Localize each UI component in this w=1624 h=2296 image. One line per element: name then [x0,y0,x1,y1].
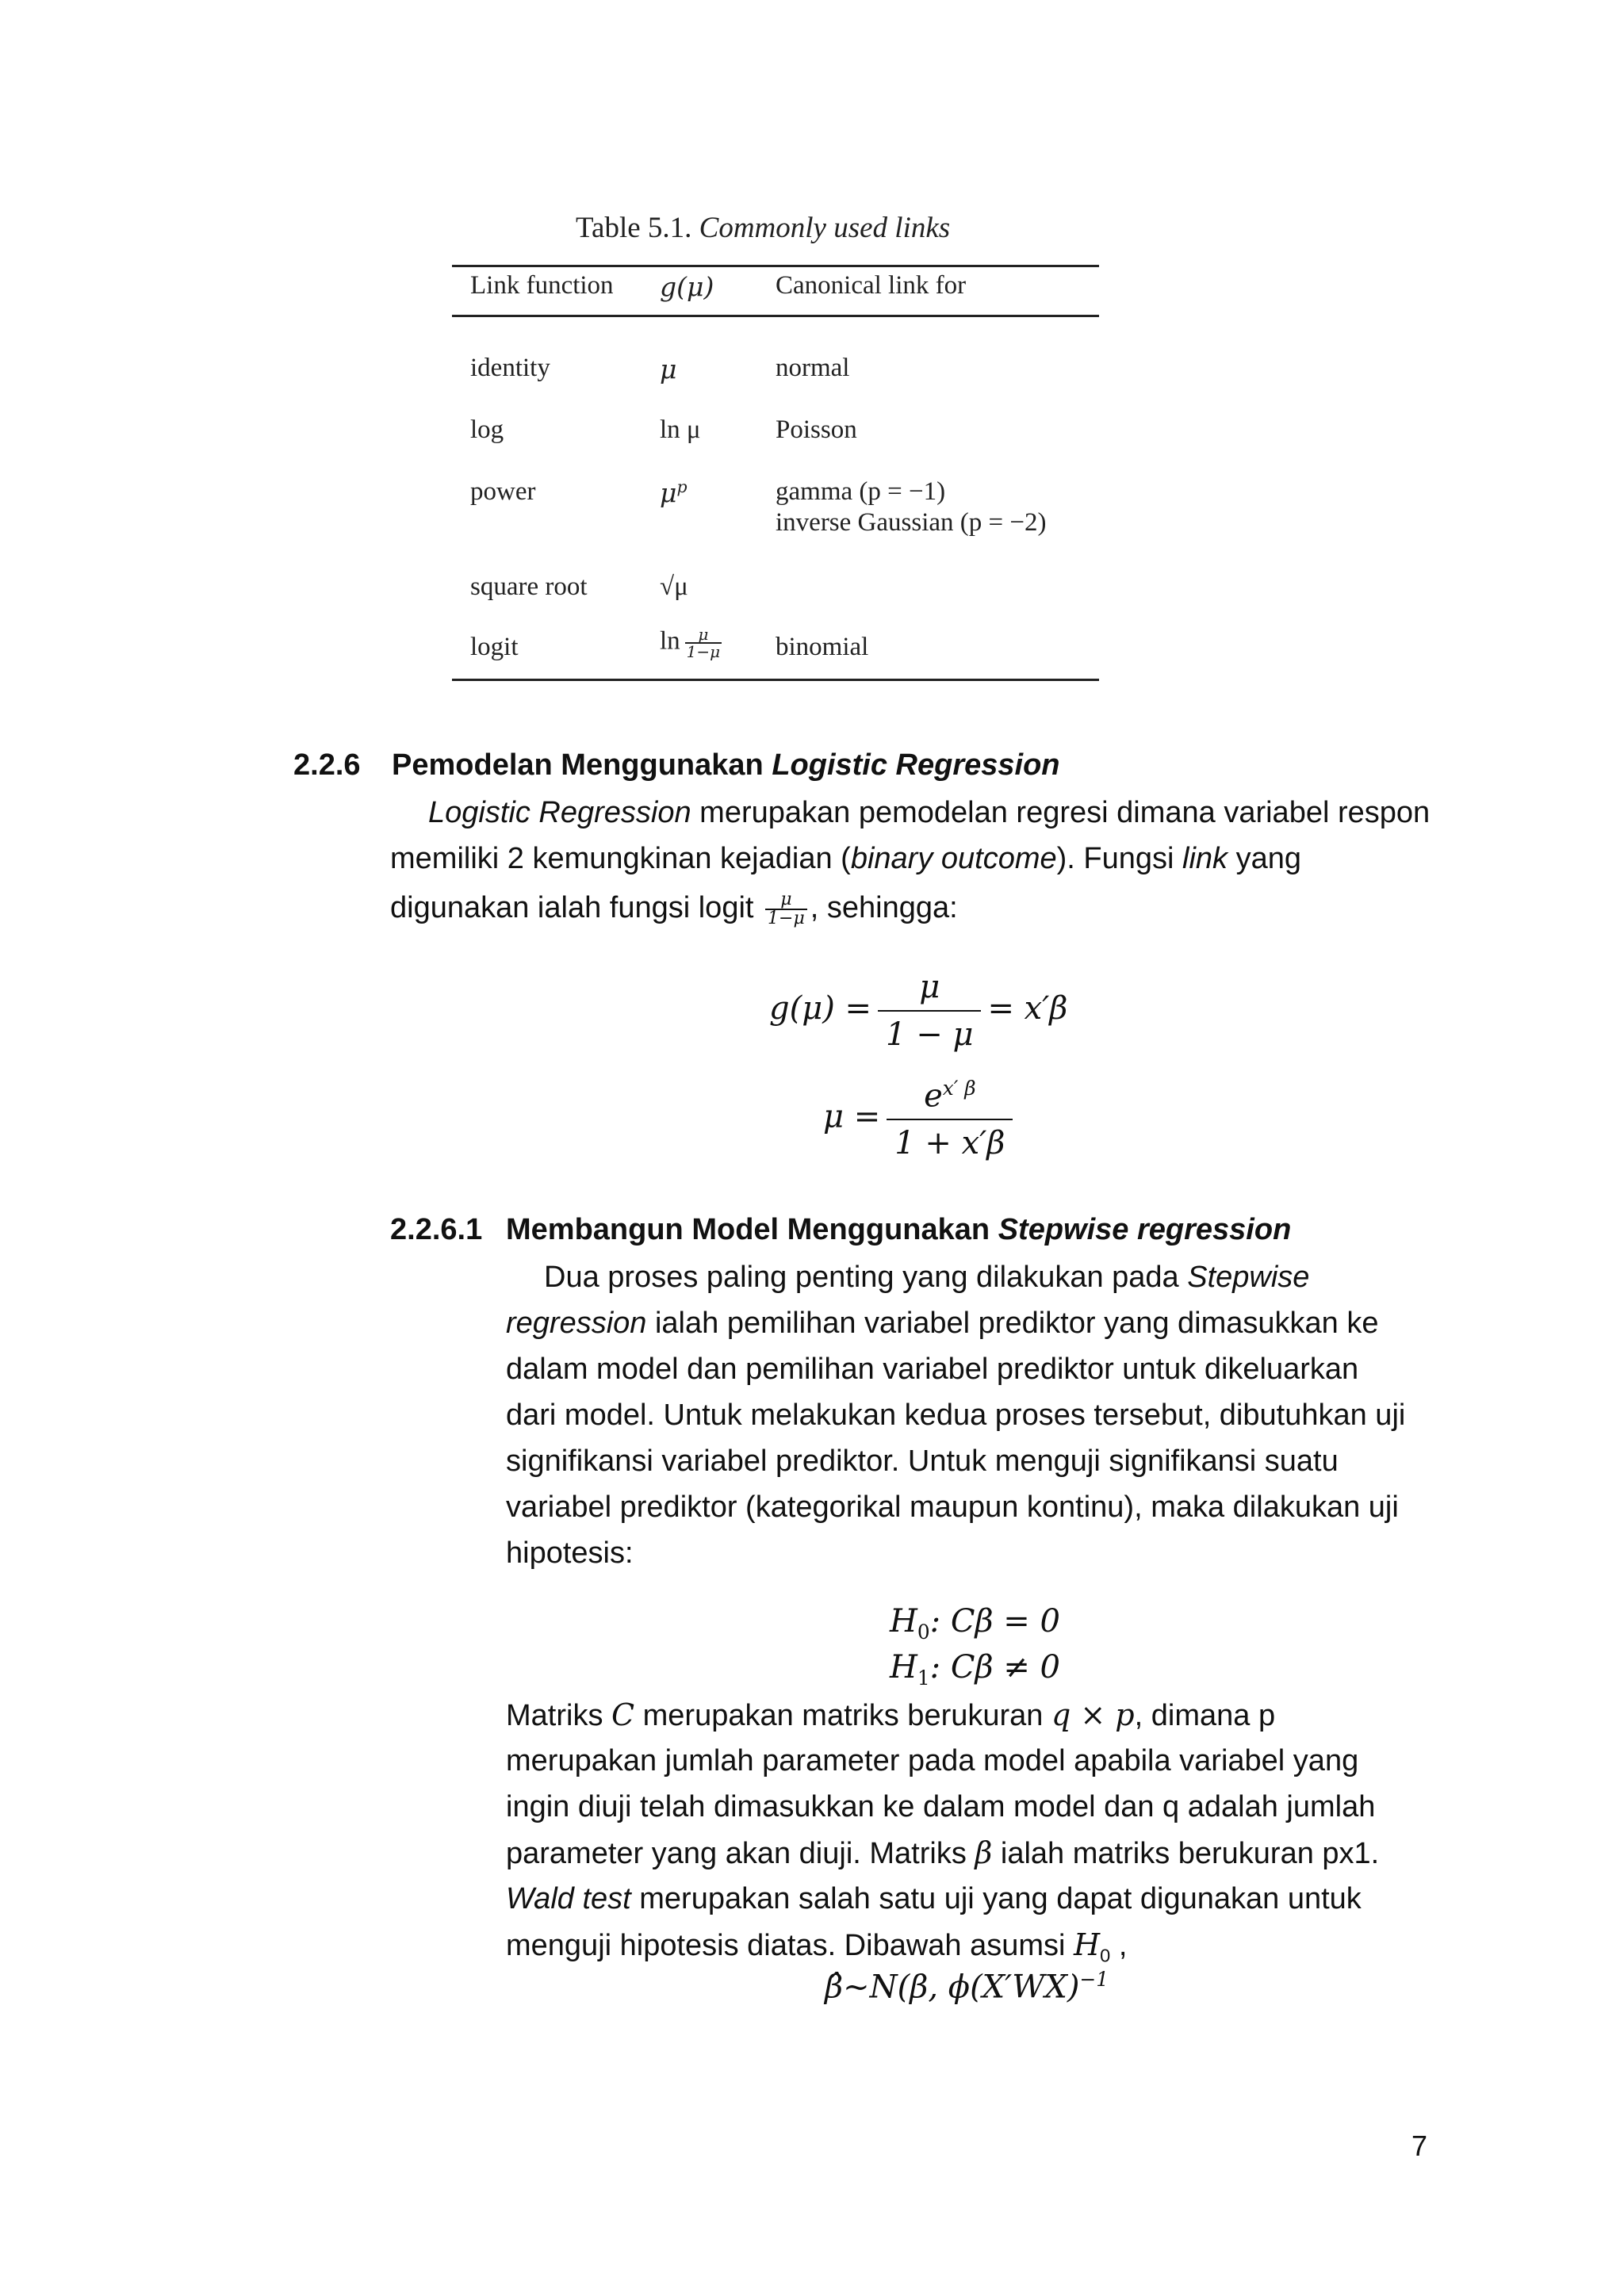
section-heading-2-2-6: 2.2.6 Pemodelan Menggunakan Logistic Regression [293,748,1060,782]
hypothesis-h1: $H_1$: Cβ ≠ 0 [890,1649,1060,1689]
table-row-power-g: $\mu^p$ [660,477,688,508]
table-row-logit-g: ln $\frac{\mu}{1-\mu}$ [660,625,721,661]
text-segment: hipotesis: [506,1536,634,1570]
paragraph-line: digunakan ialah fungsi logit $\frac{\mu}{1-\mu}$ , sehingga: [390,889,958,928]
text-segment: Stepwise [1187,1261,1310,1294]
text-segment: ingin diuji telah dimasukkan ke dalam model dan q adalah jumlah [506,1790,1376,1823]
text-segment: 0 [1100,1945,1111,1966]
paragraph-line [506,1738,1358,1784]
paragraph-line [506,1784,1375,1830]
table-caption [576,211,950,245]
table-header-canonical: Canonical link for [776,271,967,300]
text-segment: β [975,1835,993,1870]
table-header-link-function: Link function [470,271,614,300]
text-segment: variabel prediktor (kategorikal maupun kontinu), maka dilakukan uji [506,1490,1399,1524]
text-segment: parameter yang akan diuji. Matriks [506,1837,975,1870]
paragraph-line [506,1876,1362,1922]
table-row-log-g: ln μ [660,415,701,444]
table-caption-label: Table 5.1. [576,212,692,244]
paragraph-line [506,1484,1399,1530]
table-row-power-name: power [470,477,536,506]
text-segment: q × p [1051,1697,1135,1732]
table-row-identity-name: identity [470,354,550,382]
paragraph-line [544,1254,1309,1300]
table-row-log-name: log [470,415,504,444]
paragraph-line: memiliki 2 kemungkinan kejadian (binary outcome). Fungsi link yang [390,842,1302,875]
text-segment: merupakan jumlah parameter pada model apabila variabel yang [506,1744,1359,1777]
table-row-log-canonical: Poisson [776,415,857,444]
text-segment: signifikansi variabel prediktor. Untuk menguji signifikansi suatu [506,1445,1339,1478]
paragraph-line: Logistic Regression merupakan pemodelan regresi dimana variabel respon [428,796,1431,829]
paragraph-line [506,1300,1378,1346]
text-segment: merupakan salah satu uji yang dapat digunakan untuk [630,1882,1362,1915]
paragraph-line [506,1346,1358,1392]
equation-logit-link: g(μ) = $\frac{\mu}{1 - \mu}$ = x′β [769,969,1068,1053]
text-segment: C [611,1697,635,1732]
paragraph-line [506,1692,1275,1739]
text-segment: merupakan matriks berukuran [634,1699,1051,1732]
equation-mu: μ = $\frac{e^{x' \beta}}{1 + x'\beta}$ [823,1077,1019,1161]
table-row-identity-g: μ [660,354,677,385]
paragraph-line [506,1392,1405,1438]
table-caption-text: Commonly used links [699,212,951,244]
section-heading-2-2-6-1: 2.2.6.1 Membangun Model Menggunakan Stepwise regression [390,1213,1292,1246]
paragraph-line [506,1830,1379,1877]
table-row-logit-canonical: binomial [776,633,869,661]
text-segment: H [1074,1927,1101,1962]
table-row-sqrt-name: square root [470,572,588,601]
text-segment: Wald test [506,1882,631,1915]
text-segment: ialah pemilihan variabel prediktor yang dimasukkan ke [646,1307,1379,1340]
text-segment: , [1110,1929,1128,1962]
table-row-sqrt-g: √μ [660,572,688,601]
equation-beta-distribution: β̂~N(β, $\phi(X'WX)^{-1}$ [825,1968,1109,2006]
text-segment: Matriks [506,1699,611,1732]
text-segment: dari model. Untuk melakukan kedua proses tersebut, dibutuhkan uji [506,1399,1406,1432]
table-bottom-rule [452,679,1099,681]
text-segment: , dimana p [1134,1699,1276,1732]
table-row-identity-canonical: normal [776,354,850,382]
paragraph-line [506,1438,1339,1484]
table-row-logit-name: logit [470,633,519,661]
table-top-rule [452,265,1099,267]
table-header-rule [452,315,1099,317]
table-header-g-mu: g(μ) [660,271,714,302]
text-segment: regression [506,1307,647,1340]
paragraph-line [506,1530,634,1576]
table-row-power-canonical-2: inverse Gaussian (p = −2) [776,508,1047,537]
table-row-power-canonical: gamma (p = −1) [776,477,946,506]
text-segment: dalam model dan pemilihan variabel prediktor untuk dikeluarkan [506,1353,1359,1386]
text-segment: ialah matriks berukuran px1. [992,1837,1380,1870]
text-segment: Dua proses paling penting yang dilakukan pada [544,1261,1188,1294]
text-segment: menguji hipotesis diatas. Dibawah asumsi [506,1929,1074,1962]
page-number: 7 [1411,2130,1428,2162]
hypothesis-h0: $H_0$: Cβ = 0 [890,1603,1060,1644]
